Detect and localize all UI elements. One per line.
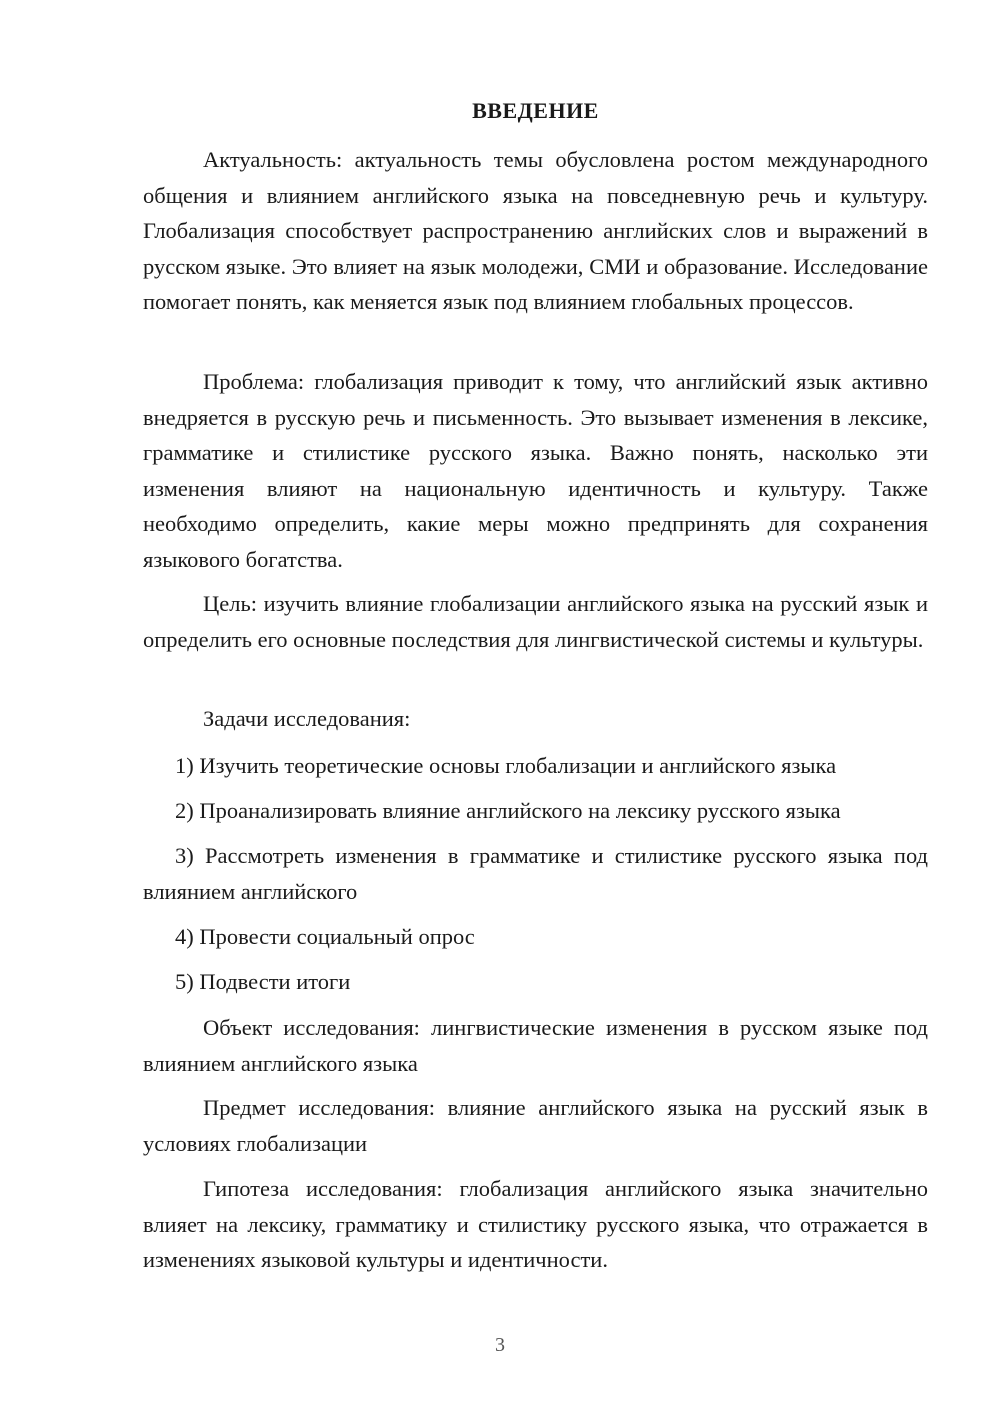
task-item-5: 5) Подвести итоги — [175, 969, 351, 994]
object-paragraph: Объект исследования: лингвистические изменения в русском языке под влиянием английского языка — [143, 1015, 928, 1076]
task-item-1: 1) Изучить теоретические основы глобализации и английского языка — [175, 753, 837, 778]
task-item-4: 4) Провести социальный опрос — [175, 924, 475, 949]
relevance-paragraph: Актуальность: актуальность темы обусловлена ростом международного общения и влиянием английского языка на повседневную речь и культуру. Глобализация способствует распространению английских слов и выражений в русском языке. Это влияет на язык молодежи, СМИ и образование. Исследование помогает понять, как меняется язык под влиянием глобальных процессов. — [143, 147, 928, 314]
goal-paragraph: Цель: изучить влияние глобализации английского языка на русский язык и определить его основные последствия для лингвистической системы и культуры. — [143, 591, 928, 652]
task-item-3: 3) Рассмотреть изменения в грамматике и стилистике русского языка под влиянием английского — [143, 843, 928, 904]
task-item-2: 2) Проанализировать влияние английского на лексику русского языка — [175, 798, 841, 823]
subject-paragraph: Предмет исследования: влияние английского языка на русский язык в условиях глобализации — [143, 1095, 928, 1156]
page-number: 3 — [495, 1334, 505, 1356]
section-heading: ВВЕДЕНИЕ — [472, 98, 599, 123]
hypothesis-paragraph: Гипотеза исследования: глобализация английского языка значительно влияет на лексику, грамматику и стилистику русского языка, что отражается в изменениях языковой культуры и идентичности. — [143, 1176, 928, 1272]
problem-paragraph: Проблема: глобализация приводит к тому, что английский язык активно внедряется в русскую речь и письменность. Это вызывает изменения в лексике, грамматике и стилистике русского языка. Важно понять, насколько эти изменения влияют на национальную идентичность и культуру. Также необходимо определить, какие меры можно предпринять для сохранения языкового богатства. — [143, 369, 928, 572]
tasks-heading: Задачи исследования: — [203, 706, 411, 731]
